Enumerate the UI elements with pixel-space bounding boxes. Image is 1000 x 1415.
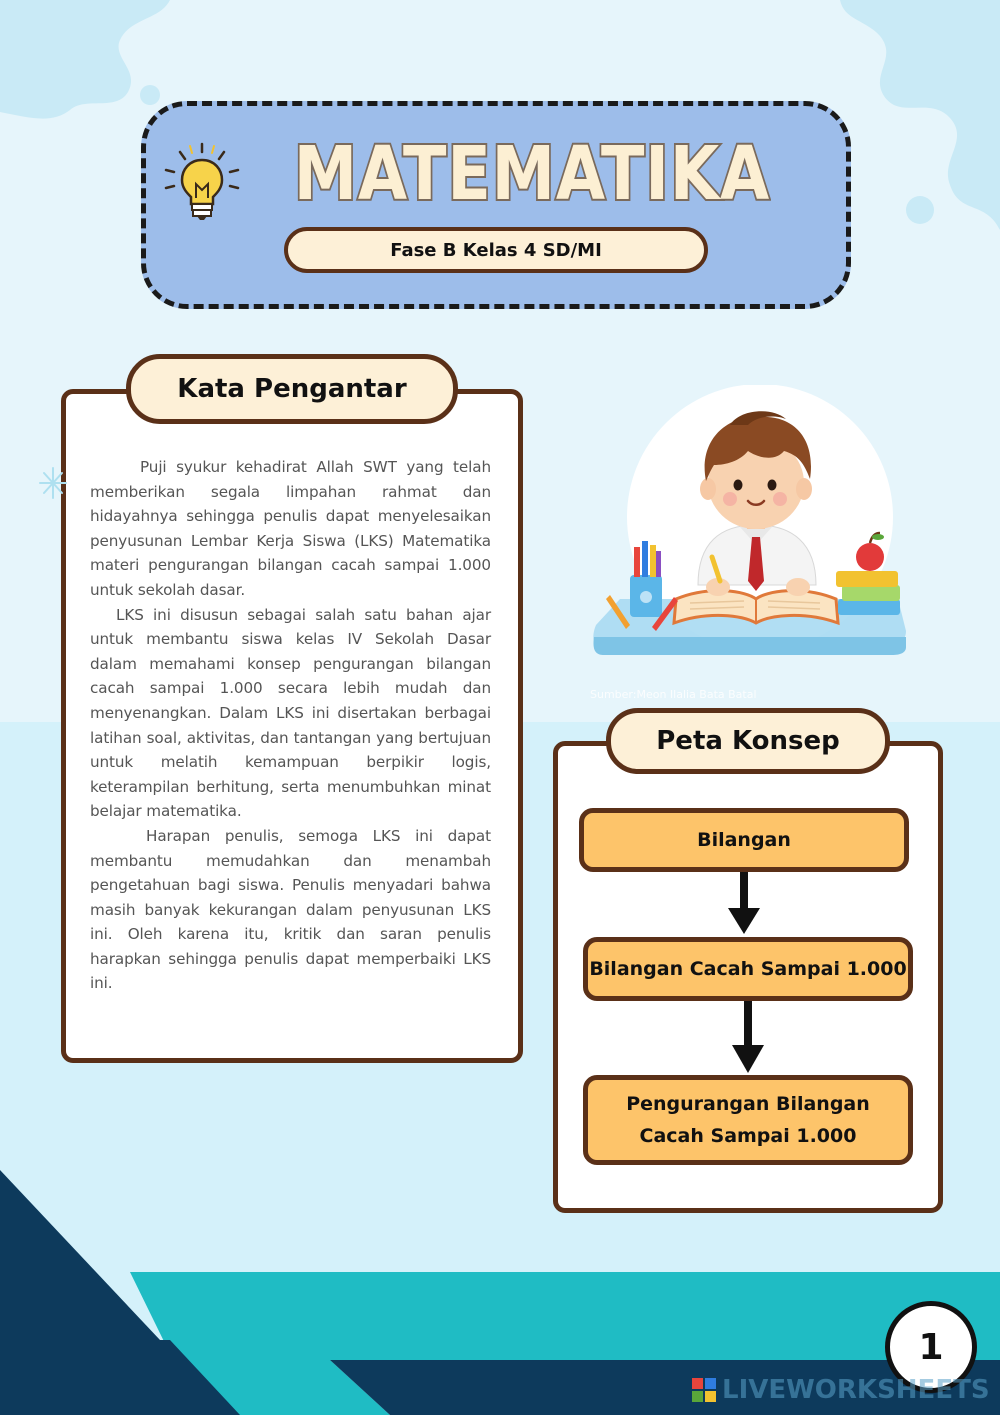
lightbulb-icon: [160, 140, 244, 224]
intro-heading: Kata Pengantar: [126, 354, 458, 424]
page-title: MATEMATIKA: [293, 131, 771, 217]
sparkle-icon: [38, 466, 68, 500]
page-number: 1: [885, 1301, 977, 1393]
subtitle-badge: Fase B Kelas 4 SD/MI: [284, 227, 708, 273]
liveworksheets-logo-icon: [692, 1378, 716, 1402]
concept-node-pengurangan: Pengurangan Bilangan Cacah Sampai 1.000: [583, 1075, 913, 1165]
arrow-down-icon: [724, 872, 764, 937]
concept-map-heading: Peta Konsep: [606, 708, 890, 774]
intro-text: [90, 455, 491, 996]
watermark-text: LIVEWORKSHEETS: [722, 1375, 990, 1405]
intro-paragraph-2: LKS ini disusun sebagai salah satu bahan ajar untuk membantu siswa kelas IV Sekolah Dasar dalam memahami konsep pengurangan bilangan cacah sampai 1.000 secara lebih mudah dan menyenangkan. Dalam LKS ini disertakan berbagai latihan soal, aktivitas, dan tantangan yang bertujuan untuk melatih kemampuan berpikir logis, keterampilan berhitung, serta menumbuhkan minat belajar matematika.: [90, 605, 491, 821]
intro-paragraph-1: Puji syukur kehadirat Allah SWT yang telah memberikan segala limpahan rahmat dan hidayahnya sehingga penulis dapat menyelesaikan penyusunan Lembar Kerja Siswa (LKS) Matematika materi pengurangan bilangan cacah sampai 1.000 untuk sekolah dasar.: [90, 458, 491, 599]
intro-paragraph-3: Harapan penulis, semoga LKS ini dapat membantu memudahkan dan menambah pengetahuan bagi siswa. Penulis menyadari bahwa masih banyak kekurangan dalam penyusunan LKS ini. Oleh karena itu, kritik dan saran penulis harapkan sehingga penulis dapat memperbaiki LKS ini.: [90, 826, 491, 993]
liveworksheets-watermark: [692, 1376, 990, 1404]
arrow-down-icon: [728, 1001, 768, 1075]
concept-node-bilangan-cacah: Bilangan Cacah Sampai 1.000: [583, 937, 913, 1001]
student-studying-illustration: [580, 385, 920, 675]
illustration-caption: Sumber:Meon Ilalia Bata Batal: [590, 688, 757, 701]
concept-node-bilangan: Bilangan: [579, 808, 909, 872]
